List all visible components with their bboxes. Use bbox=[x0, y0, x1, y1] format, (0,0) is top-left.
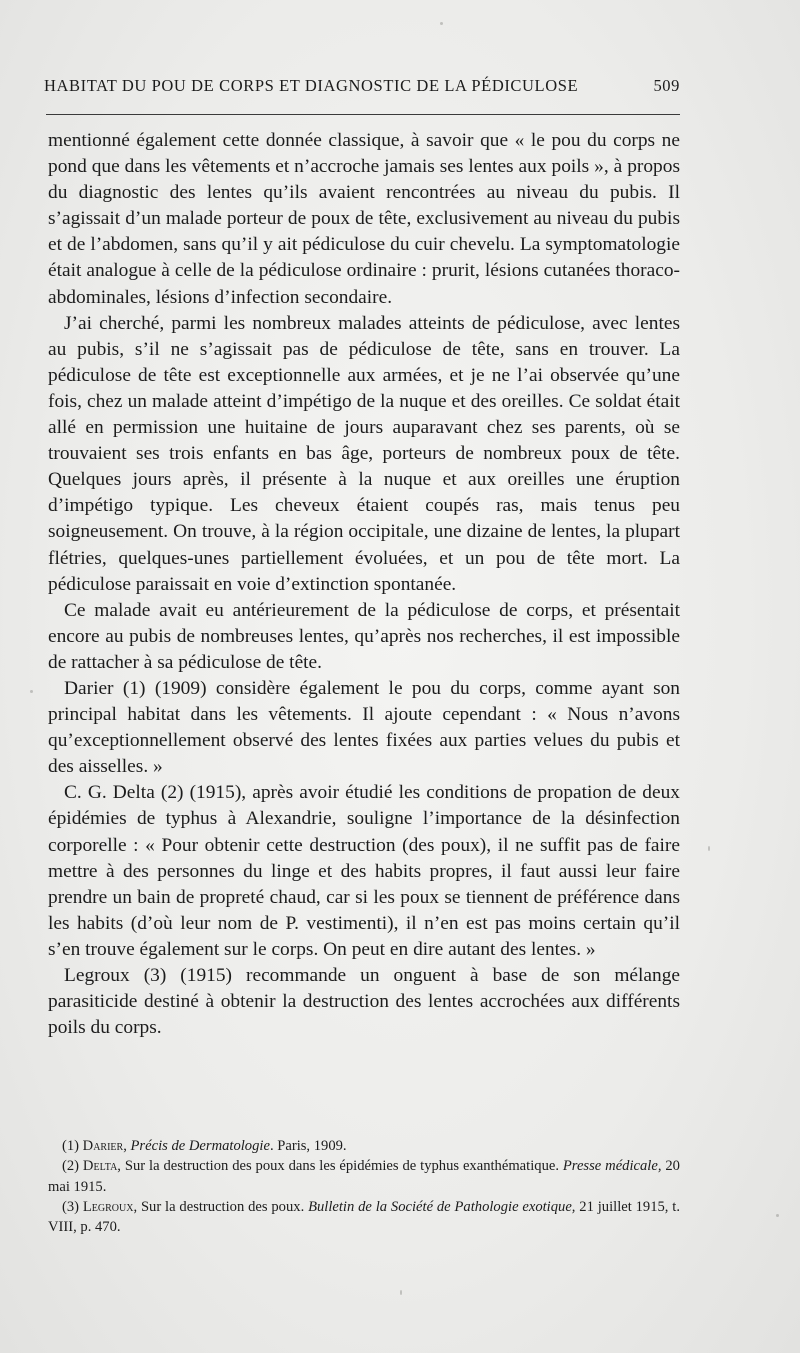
footnote bbox=[48, 1197, 680, 1238]
running-head bbox=[44, 76, 680, 100]
footnote-title: Précis de Dermatologie bbox=[130, 1138, 270, 1154]
paragraph: C. G. Delta (2) (1915), après avoir étudié les conditions de propation de deux épidémies de typhus à Alexandrie, souligne l’importance de la désinfection corporelle : « Pour obtenir cette destruction (des poux), il ne suffit pas de faire mettre à des personnes du linge et des habits propres, il faut aussi leur faire prendre un bain de propreté chaud, car si les poux se tiennent de préférence dans les habits (d’où leur nom de P. vestimenti), il n’en est pas moins certain qu’il s’en trouve également sur le corps. On peut en dire autant des lentes. » bbox=[48, 782, 680, 960]
paragraph: mentionné également cette donnée classique, à savoir que « le pou du corps ne pond que dans les vêtements et n’accroche jamais ses lentes aux poils », à propos du diagnostic des lentes qu’ils avaient rencontrées au niveau du pubis. Il s’agissait d’un malade porteur de poux de tête, exclusivement au niveau du pubis et de l’abdomen, sans qu’il y ait pédiculose du cuir chevelu. La symptomatologie était analogue à celle de la pédiculose ordinaire : prurit, lésions cutanées thoraco-abdominales, lésions d’infection secondaire. bbox=[48, 130, 680, 308]
footnote bbox=[48, 1136, 680, 1156]
running-title: HABITAT DU POU DE CORPS ET DIAGNOSTIC DE LA PÉDICULOSE bbox=[44, 76, 579, 95]
paper-speck bbox=[400, 1290, 402, 1295]
footnote-marker: (3) bbox=[62, 1198, 83, 1215]
footnote-rest: 20 mai 1915. bbox=[48, 1158, 680, 1195]
paragraph: Legroux (3) (1915) recommande un onguent à base de son mélange parasiticide destiné à obtenir la destruction des lentes accrochées aux différents poils du corps. bbox=[48, 965, 680, 1039]
footnote-marker: (1) bbox=[62, 1138, 83, 1154]
paragraph: Ce malade avait eu antérieurement de la pédiculose de corps, et présentait encore au pubis de nombreuses lentes, qu’après nos recherches, il est impossible de rattacher à sa pédiculose de tête. bbox=[48, 599, 680, 673]
body-text bbox=[48, 128, 680, 1041]
footnote-author: Delta bbox=[82, 1158, 118, 1175]
paragraph: J’ai cherché, parmi les nombreux malades atteints de pédiculose, avec lentes au pubis, s’il ne s’agissait pas de pédiculose de tête, sans en trouver. La pédiculose de tête est exceptionnelle aux armées, et je ne l’ai observée qu’une fois, chez un malade atteint d’impétigo de la nuque et des oreilles. Ce soldat était allé en permission une huitaine de jours auparavant chez ses parents, où se trouvaient ses trois enfants en bas âge, porteurs de nombreux poux de tête. Quelques jours après, il présente à la nuque et aux oreilles une éruption d’impétigo typique. Les cheveux étaient coupés ras, mais tenus peu soigneusement. On trouve, à la région occipitale, une dizaine de lentes, la plupart flétries, quelques-unes partiellement évoluées, et un pou de tête mort. La pédiculose paraissait en voie d’extinction spontanée. bbox=[48, 312, 680, 595]
footnote-rest: . Paris, 1909. bbox=[269, 1138, 347, 1154]
footnote bbox=[48, 1156, 680, 1197]
page-number: 509 bbox=[653, 76, 680, 95]
paper-speck bbox=[776, 1214, 779, 1217]
footnote-separator: , Sur la destruction des poux dans les épidémies de typhus exanthématique. bbox=[117, 1158, 563, 1175]
header-rule bbox=[46, 114, 680, 115]
footnote-separator: , Sur la destruction des poux. bbox=[133, 1198, 309, 1215]
footnote-author: Legroux bbox=[82, 1198, 134, 1215]
footnote-author: Darier bbox=[82, 1138, 124, 1154]
paragraph: Darier (1) (1909) considère également le pou du corps, comme ayant son principal habitat dans les vêtements. Il ajoute cependant : « Nous n’avons qu’exceptionnellement observé des lentes fixées aux parties velues du pubis et des aisselles. » bbox=[48, 677, 680, 778]
footnote-title: Bulletin de la Société de Pathologie exotique, bbox=[308, 1198, 576, 1215]
footnote-separator: , bbox=[123, 1138, 131, 1154]
footnote-rest: 21 juillet 1915, t. VIII, p. 470. bbox=[48, 1198, 680, 1236]
paper-speck bbox=[30, 690, 33, 693]
paper-speck bbox=[440, 22, 443, 25]
paper-speck bbox=[708, 846, 710, 851]
footnote-marker: (2) bbox=[62, 1158, 83, 1175]
footnotes bbox=[48, 1136, 680, 1237]
footnote-title: Presse médicale, bbox=[562, 1158, 662, 1175]
